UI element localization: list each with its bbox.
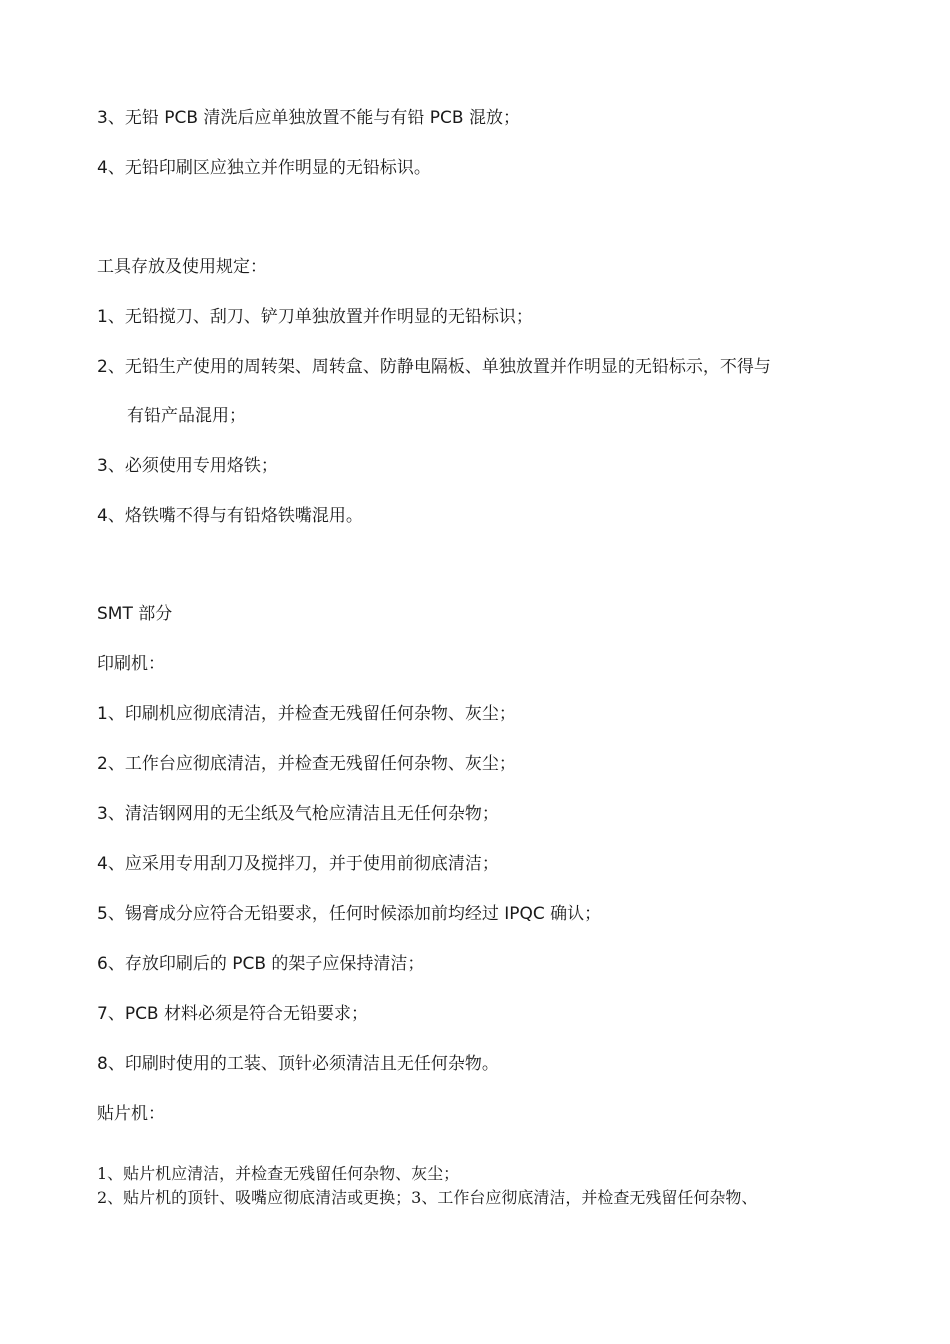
printer-rule-5: 5、锡膏成分应符合无铅要求，任何时候添加前均经过 IPQC 确认； (97, 904, 602, 924)
printer-rule-6: 6、存放印刷后的 PCB 的架子应保持清洁； (97, 954, 425, 974)
printer-heading: 印刷机： (97, 654, 165, 674)
printer-rule-7: 7、PCB 材料必须是符合无铅要求； (97, 1004, 369, 1024)
pcb-storage-rule-3: 3、无铅 PCB 清洗后应单独放置不能与有铅 PCB 混放； (97, 108, 520, 128)
printer-rule-3: 3、清洁钢网用的无尘纸及气枪应清洁且无任何杂物； (97, 804, 499, 824)
placement-rule-1: 1、贴片机应清洁，并检查无残留任何杂物、灰尘； (97, 1164, 460, 1183)
tool-rule-2-continued: 有铅产品混用； (127, 406, 246, 426)
printer-rule-8: 8、印刷时使用的工装、顶针必须清洁且无任何杂物。 (97, 1054, 499, 1074)
tool-rule-1: 1、无铅搅刀、刮刀、铲刀单独放置并作明显的无铅标识； (97, 307, 533, 327)
placement-rule-2-3: 2、贴片机的顶针、吸嘴应彻底清洁或更换；3、工作台应彻底清洁，并检查无残留任何杂物、 (97, 1188, 758, 1207)
tool-rule-3: 3、必须使用专用烙铁； (97, 456, 278, 476)
tool-section-heading: 工具存放及使用规定： (97, 257, 267, 277)
printer-rule-1: 1、印刷机应彻底清洁，并检查无残留任何杂物、灰尘； (97, 704, 516, 724)
pcb-storage-rule-4: 4、无铅印刷区应独立并作明显的无铅标识。 (97, 158, 431, 178)
tool-rule-4: 4、烙铁嘴不得与有铅烙铁嘴混用。 (97, 506, 363, 526)
tool-rule-2: 2、无铅生产使用的周转架、周转盒、防静电隔板、单独放置并作明显的无铅标示，不得与 (97, 357, 771, 377)
placement-machine-heading: 贴片机： (97, 1104, 165, 1124)
printer-rule-4: 4、应采用专用刮刀及搅拌刀，并于使用前彻底清洁； (97, 854, 499, 874)
smt-section-heading: SMT 部分 (97, 604, 173, 624)
printer-rule-2: 2、工作台应彻底清洁，并检查无残留任何杂物、灰尘； (97, 754, 516, 774)
